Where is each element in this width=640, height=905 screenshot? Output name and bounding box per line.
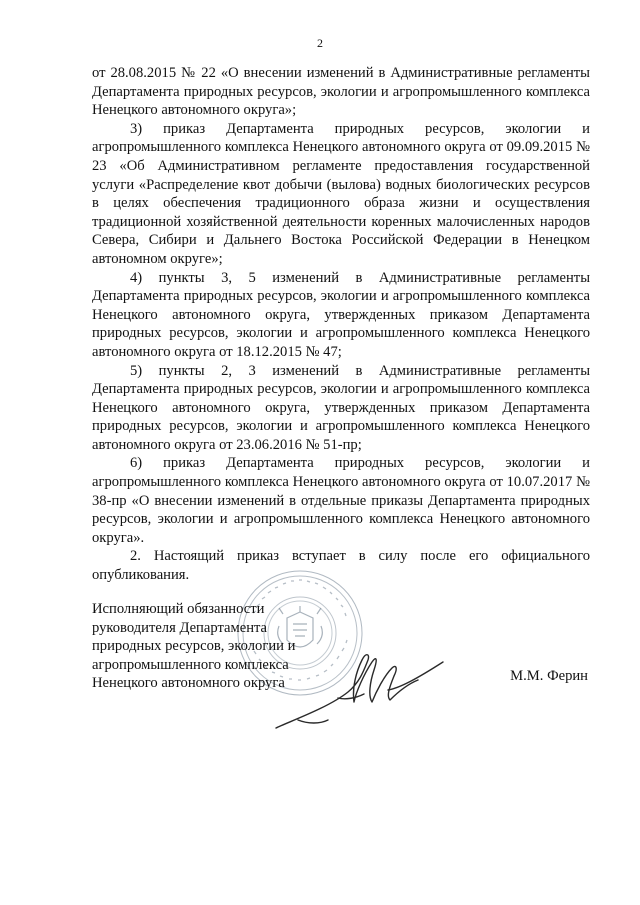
paragraph-item-4: 4) пункты 3, 5 изменений в Административные регламенты Департамента природных ресурсов, экологии и агропромышленного комплекса Ненецкого автономного округа, утвержденных приказом Департамента природных ресурсов, экологии и агропромышленного комплекса Ненецкого автономного округа от 18.12.2015 № 47; xyxy=(92,269,590,360)
paragraph-effective-date: 2. Настоящий приказ вступает в силу после его официального опубликования. xyxy=(92,548,590,584)
signer-name: М.М. Ферин xyxy=(510,668,588,684)
paragraph-item-6: 6) приказ Департамента природных ресурсов, экологии и агропромышленного комплекса Ненецкого автономного округа от 10.07.2017 № 38-пр «О внесении изменений в отдельные приказы Департамента природных ресурсов, экологии и агропромышленного комплекса Ненецкого автономного округа». xyxy=(92,455,590,546)
handwritten-signature xyxy=(268,640,453,735)
paragraph-1: от 28.08.2015 № 22 «О внесении изменений в Административные регламенты Департамента природных ресурсов, экологии и агропромышленного комплекса Ненецкого автономного округа»; xyxy=(92,65,590,119)
signer-position-line-4: агропромышленного комплекса xyxy=(92,656,289,673)
paragraph-item-3: 3) приказ Департамента природных ресурсов, экологии и агропромышленного комплекса Ненецкого автономного округа от 09.09.2015 № 23 «Об Административном регламенте предоставления государственной услуги «Распределение квот добычи (вылова) водных биологических ресурсов в целях обеспечения традиционного образа жизни и осуществления традиционной хозяйственной деятельности коренных малочисленных народов Севера, Сибири и Дальнего Востока Российской Федерации в Ненецком автономном округе»; xyxy=(92,120,590,267)
signer-position-line-2: руководителя Департамента xyxy=(92,619,268,636)
page-number: 2 xyxy=(317,36,323,50)
signer-position-line-5: Ненецкого автономного округа xyxy=(92,675,285,692)
signer-position-line-3: природных ресурсов, экологии и xyxy=(92,638,296,655)
paragraph-item-5: 5) пункты 2, 3 изменений в Административные регламенты Департамента природных ресурсов, экологии и агропромышленного комплекса Ненецкого автономного округа, утвержденных приказом Департамента природных ресурсов, экологии и агропромышленного комплекса Ненецкого автономного округа от 23.06.2016 № 51-пр; xyxy=(92,362,590,453)
document-body xyxy=(92,64,590,585)
signer-position-line-1: Исполняющий обязанности xyxy=(92,601,265,617)
